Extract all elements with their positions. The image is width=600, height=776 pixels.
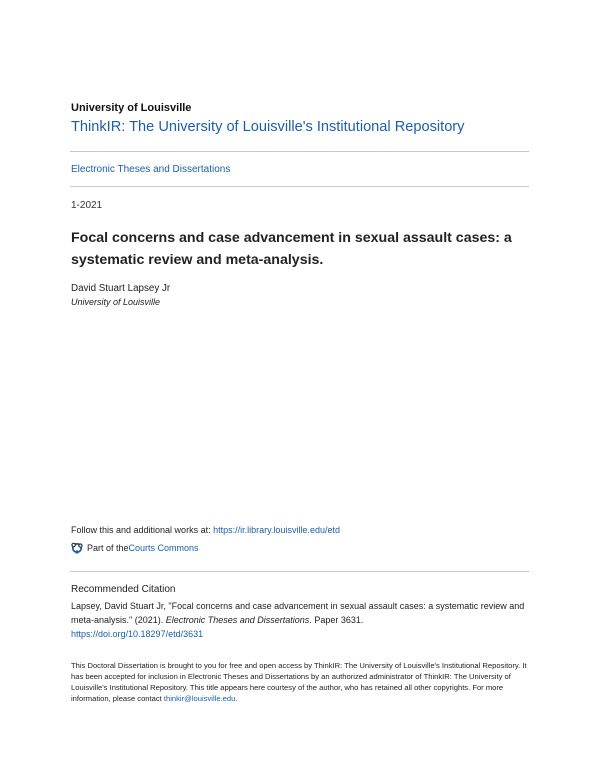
citation-paper: . Paper 3631. xyxy=(309,615,364,625)
rights-disclaimer xyxy=(71,660,531,704)
disclaimer-end: . xyxy=(235,694,238,703)
author-affiliation: University of Louisville xyxy=(71,297,161,307)
citation-journal: Electronic Theses and Dissertations xyxy=(165,615,310,625)
follow-label: Follow this and additional works at: xyxy=(71,525,214,535)
follow-url-link[interactable]: https://ir.library.louisville.edu/etd xyxy=(213,525,340,535)
commons-network-icon xyxy=(71,542,83,554)
publication-date: 1-2021 xyxy=(71,200,103,211)
part-of-prefix: Part of the xyxy=(87,543,129,553)
series-link[interactable]: Electronic Theses and Dissertations xyxy=(71,164,231,175)
document-title: Focal concerns and case advancement in sexual assault cases: a systematic review and meta-analysis. xyxy=(71,230,512,268)
repository-link[interactable]: ThinkIR: The University of Louisville's Institutional Repository xyxy=(71,119,465,135)
divider-top xyxy=(70,151,529,152)
citation-text xyxy=(71,599,531,641)
disclaimer-text: This Doctoral Dissertation is brought to you for free and open access by ThinkIR: The University of Louisville's Institutional Repository. It has been accepted for inclusion in Electronic Theses and Dissertations by an authorized administrator of ThinkIR: The University of Louisville's Institutional Repository. This title appears here courtesy of the author, who has retained all other copyrights. For more information, please contact xyxy=(71,661,527,703)
follow-line xyxy=(71,525,340,535)
divider-series xyxy=(70,186,529,187)
part-of-line xyxy=(71,542,199,554)
courts-commons-link[interactable]: Courts Commons xyxy=(128,543,199,553)
contact-email-link[interactable]: thinkir@louisville.edu xyxy=(163,694,236,703)
doi-link[interactable]: https://doi.org/10.18297/etd/3631 xyxy=(71,629,204,639)
author-name: David Stuart Lapsey Jr xyxy=(71,283,171,294)
citation-lead: Lapsey, David Stuart Jr, "Focal concerns and case advancement in sexual assault cases: a systematic review and meta-analysis." (2021). xyxy=(71,601,525,625)
institution-name: University of Louisville xyxy=(71,102,192,114)
divider-citation xyxy=(70,571,529,572)
citation-heading: Recommended Citation xyxy=(71,584,176,595)
